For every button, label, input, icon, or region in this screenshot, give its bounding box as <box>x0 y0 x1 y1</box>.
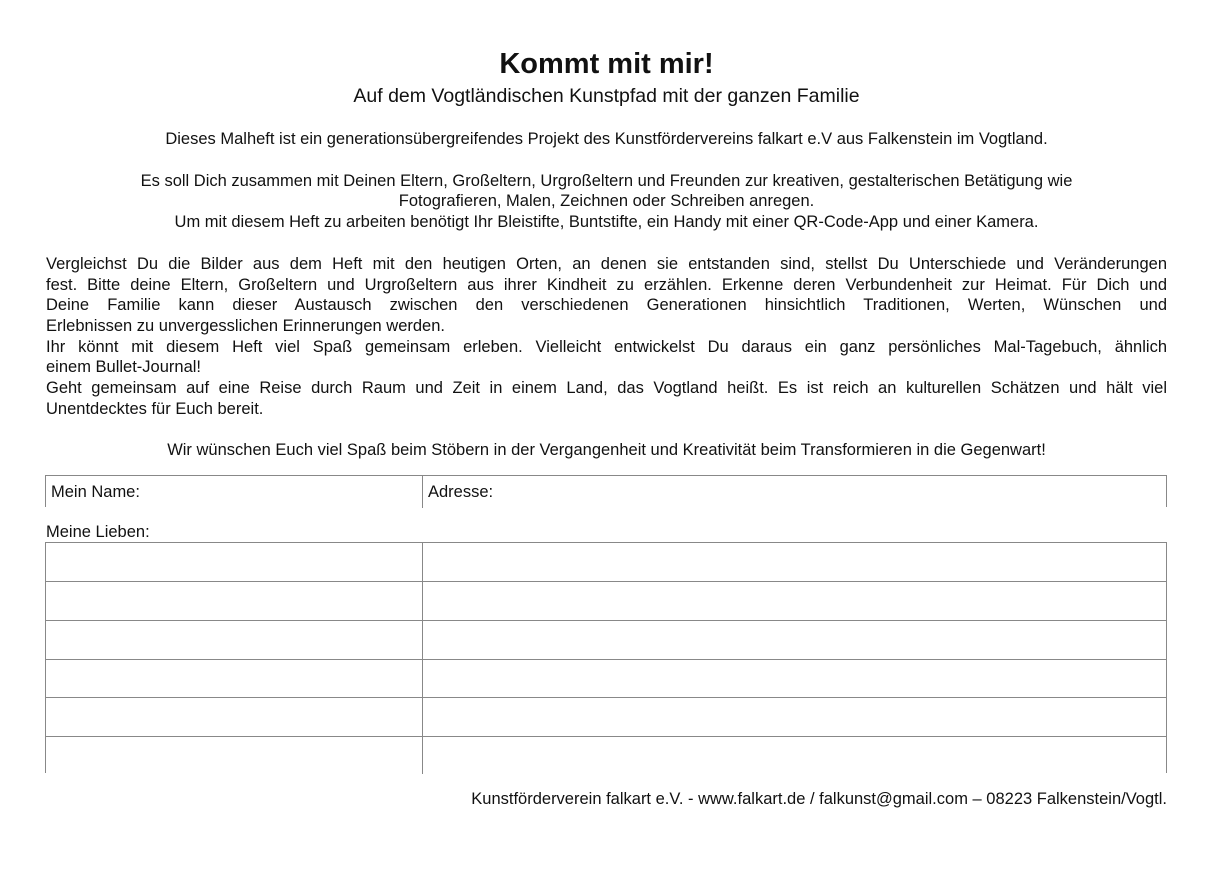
intro-paragraph-2 <box>46 171 1167 233</box>
document-page <box>46 44 1167 461</box>
row-divider <box>46 659 1166 660</box>
body-line: einem Bullet-Journal! <box>46 358 201 377</box>
intro-paragraph-1: Dieses Malheft ist ein generationsübergreifendes Projekt des Kunstfördervereins falkart e.V aus Falkenstein im Vogtland. <box>165 130 1048 148</box>
body-line: Geht gemeinsam auf eine Reise durch Raum und Zeit in einem Land, das Vogtland heißt. Es ist reich an kulturellen Schätzen und hält viel <box>46 379 1167 398</box>
intro-line-3: Fotografieren, Malen, Zeichnen oder Schreiben anregen. <box>398 192 815 211</box>
body-line: Deine Familie kann dieser Austausch zwischen den verschiedenen Generationen hinsichtlich Traditionen, Werten, Wünschen und <box>46 296 1167 315</box>
body-line: Unentdecktes für Euch bereit. <box>46 399 264 418</box>
body-line: Erlebnissen zu unvergesslichen Erinnerungen werden. <box>46 316 445 335</box>
row-divider <box>46 736 1166 737</box>
row-divider <box>46 697 1166 698</box>
loved-ones-table[interactable] <box>45 542 1167 773</box>
body-line: fest. Bitte deine Eltern, Großeltern und Urgroßeltern aus ihrer Kindheit zu erzählen. Erkenne deren Verbundenheit zur Heimat. Für Dich und <box>46 275 1167 294</box>
intro-line-4: Um mit diesem Heft zu arbeiten benötigt Ihr Bleistifte, Buntstifte, ein Handy mit einer QR-Code-App und einer Kamera. <box>174 213 1039 232</box>
name-label: Mein Name: <box>51 483 140 501</box>
page-subtitle: Auf dem Vogtländischen Kunstpfad mit der ganzen Familie <box>353 85 860 107</box>
page-title: Kommt mit mir! <box>499 48 714 80</box>
intro-line-2: Es soll Dich zusammen mit Deinen Eltern, Großeltern, Urgroßeltern und Freunden zur kreativen, gestalterischen Betätigung wie <box>140 171 1073 190</box>
address-label: Adresse: <box>428 483 494 501</box>
address-field[interactable] <box>422 476 1167 508</box>
name-field[interactable] <box>46 476 422 508</box>
closing-text: Wir wünschen Euch viel Spaß beim Stöbern in der Vergangenheit und Kreativität beim Transformieren in die Gegenwart! <box>167 441 1046 460</box>
personal-info-row <box>45 475 1167 507</box>
body-paragraph <box>46 254 1167 420</box>
loved-ones-label: Meine Lieben: <box>46 523 150 541</box>
footer-contact: Kunstförderverein falkart e.V. - www.falkart.de / falkunst@gmail.com – 08223 Falkenstein/Vogtl. <box>471 790 1167 808</box>
body-line: Vergleichst Du die Bilder aus dem Heft mit den heutigen Orten, an denen sie entstanden sind, stellst Du Unterschiede und Veränderungen <box>46 254 1167 273</box>
row-divider <box>46 620 1166 621</box>
body-line: Ihr könnt mit diesem Heft viel Spaß gemeinsam erleben. Vielleicht entwickelst Du daraus ein ganz persönliches Mal-Tagebuch, ähnlich <box>46 337 1167 356</box>
row-divider <box>46 581 1166 582</box>
